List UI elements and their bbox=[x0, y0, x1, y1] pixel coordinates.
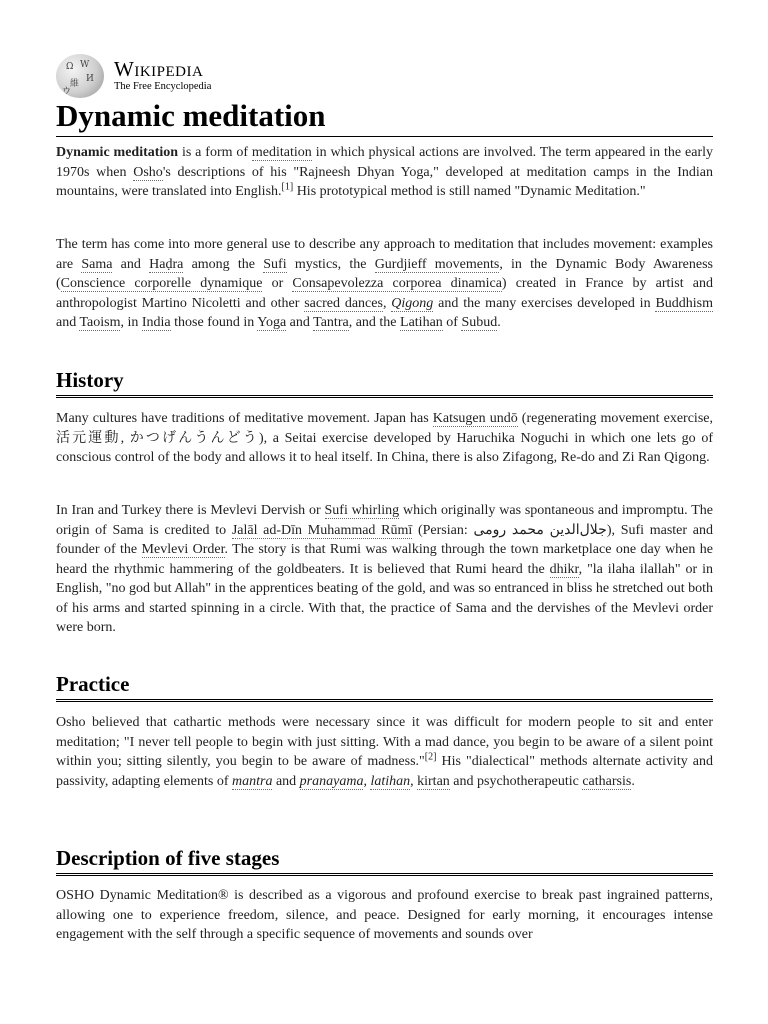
link-gurdjieff-movements[interactable]: Gurdjieff movements bbox=[374, 256, 500, 272]
text-run: ) created in France by artist and anthropologist Martino Nicoletti and other bbox=[56, 276, 713, 311]
text-run: among the bbox=[183, 256, 264, 272]
text-run: , bbox=[410, 773, 418, 789]
link-mevlevi-order[interactable]: Mevlevi Order bbox=[141, 542, 225, 557]
text-run: (Persian: جلال‌الدین محمد رومی), Sufi master and founder of the bbox=[56, 522, 713, 557]
text-run: , in bbox=[120, 315, 142, 330]
history-section bbox=[56, 409, 713, 468]
link-mantra[interactable]: mantra bbox=[232, 773, 273, 789]
text-run: , bbox=[382, 295, 392, 311]
intro-section-2 bbox=[56, 235, 713, 333]
text-run: and bbox=[56, 315, 80, 330]
text-run: which originally was spontaneous and impromptu. The origin of Sama is credited to bbox=[56, 503, 713, 538]
text-run: , bbox=[363, 773, 371, 789]
link-catharsis[interactable]: catharsis bbox=[582, 773, 632, 789]
link-kirtan[interactable]: kirtan bbox=[417, 773, 450, 789]
text-run: Osho believed that cathartic methods were necessary since it was difficult for modern people to sit and enter meditation; "I never tell people to begin with just sitting. With a mad dance, you begin to be aware of a silent point within you; sitting silently, you begin to be aware of madness." bbox=[56, 715, 713, 769]
practice-paragraph-1 bbox=[56, 713, 713, 791]
link-tantra[interactable]: Tantra bbox=[313, 315, 349, 330]
link-hadra[interactable]: Haḍra bbox=[149, 256, 184, 272]
text-run: 's descriptions of his "Rajneesh Dhyan Yoga," developed at meditation camps in the Indian mountains, were translated into English. bbox=[56, 164, 713, 199]
text-run: and bbox=[112, 256, 150, 272]
link-dhikr[interactable]: dhikr bbox=[549, 561, 579, 577]
history-paragraph-2 bbox=[56, 501, 713, 638]
site-wordmark bbox=[114, 59, 211, 93]
site-tagline: The Free Encyclopedia bbox=[114, 81, 212, 93]
link-qigong[interactable]: Qigong bbox=[391, 295, 434, 311]
link-consapevolezza[interactable]: Consapevolezza corporea dinamica bbox=[292, 276, 502, 291]
page-title: Dynamic meditation bbox=[56, 96, 713, 137]
text-run: , "la ilaha ilallah" or in English, "no god but Allah" in the apprentices beating of the gold, and was so entranced in bliss he stretched out both of his arms and started spinning in a circle. With that, the practice of Sama and the dervishes of the Mevlevi order were born. bbox=[56, 561, 713, 635]
link-latihan-2[interactable]: latihan bbox=[370, 773, 411, 789]
link-rumi[interactable]: Jalāl ad-Dīn Muhammad Rūmī bbox=[231, 522, 413, 538]
link-conscience-corporelle[interactable]: Conscience corporelle dynamique bbox=[60, 276, 263, 291]
link-sufi[interactable]: Sufi bbox=[263, 256, 287, 272]
text-run: (regenerating movement exercise, 活元運動, かつげんうんどう), a Seitai exercise developed by Haruchika Noguchi in which one lets go of conscious control of the body and allows it to heal itself. In China, there is also Zifagong, Re-do and Zi Ran Qigong. bbox=[56, 411, 713, 465]
text-run: and psychotherapeutic bbox=[449, 773, 583, 789]
text-run: mystics, the bbox=[286, 256, 375, 272]
text-run: In Iran and Turkey there is Mevlevi Dervish or bbox=[56, 503, 325, 518]
text-run: His "dialectical" methods alternate activity and passivity, adapting elements of bbox=[56, 754, 713, 789]
link-latihan[interactable]: Latihan bbox=[400, 315, 443, 330]
text-run: Many cultures have traditions of meditative movement. Japan has bbox=[56, 411, 433, 426]
link-meditation[interactable]: meditation bbox=[251, 145, 312, 160]
term-bold: Dynamic meditation bbox=[56, 145, 179, 160]
intro-paragraph-2 bbox=[56, 235, 713, 333]
reference-1-link[interactable]: [1] bbox=[281, 181, 294, 193]
link-yoga[interactable]: Yoga bbox=[257, 315, 287, 330]
text-run: The term has come into more general use to describe any approach to meditation that includes movement: examples are bbox=[56, 237, 713, 272]
link-katsugen-undo[interactable]: Katsugen undō bbox=[432, 411, 518, 426]
link-sufi-whirling[interactable]: Sufi whirling bbox=[324, 503, 400, 518]
text-run: and the many exercises developed in bbox=[433, 295, 656, 311]
text-run: is a form of bbox=[178, 145, 252, 160]
text-run: . bbox=[631, 773, 635, 789]
text-run: His prototypical method is still named "Dynamic Meditation." bbox=[293, 184, 646, 199]
history-paragraph-1 bbox=[56, 409, 713, 468]
intro-paragraph-1 bbox=[56, 143, 713, 202]
link-sacred-dances[interactable]: sacred dances bbox=[304, 295, 383, 311]
text-run: or bbox=[262, 276, 293, 291]
link-buddhism[interactable]: Buddhism bbox=[655, 295, 714, 311]
text-run: and bbox=[286, 315, 314, 330]
link-india[interactable]: India bbox=[141, 315, 171, 330]
heading-five-stages: Description of five stages bbox=[56, 844, 713, 876]
history-section-2 bbox=[56, 501, 713, 638]
site-name: Wikipedia bbox=[114, 57, 204, 82]
heading-history: History bbox=[56, 366, 713, 398]
reference-2-link[interactable]: [2] bbox=[424, 751, 437, 763]
link-taoism[interactable]: Taoism bbox=[79, 315, 121, 330]
wikipedia-globe-icon: Ω W И 維 ウ bbox=[56, 54, 104, 98]
heading-practice: Practice bbox=[56, 670, 713, 702]
text-run: , in the Dynamic Body Awareness ( bbox=[56, 256, 713, 291]
site-logo[interactable] bbox=[56, 53, 211, 99]
intro-section bbox=[56, 143, 713, 202]
practice-section bbox=[56, 713, 713, 791]
link-subud[interactable]: Subud bbox=[461, 315, 498, 330]
link-pranayama[interactable]: pranayama bbox=[299, 773, 364, 789]
link-osho[interactable]: Osho bbox=[133, 164, 163, 180]
text-run: those found in bbox=[170, 315, 258, 330]
text-run: of bbox=[442, 315, 462, 330]
text-run: in which physical actions are involved. The term appeared in the early 1970s when bbox=[56, 145, 713, 180]
text-run: . The story is that Rumi was walking through the town marketplace one day when he heard the rhythmic hammering of the goldbeaters. It is believed that Rumi heard the bbox=[56, 542, 714, 577]
text-run: and bbox=[272, 773, 300, 789]
text-run: , and the bbox=[348, 315, 401, 330]
five-stages-paragraph-1: OSHO Dynamic Meditation® is described as a vigorous and profound exercise to break past ingrained patterns, allowing one to experience freedom, silence, and peace. Designed for early morning, it encourages intense engagement with the self through a specific sequence of movements and sounds over bbox=[56, 888, 713, 942]
link-sama[interactable]: Sama bbox=[81, 256, 113, 272]
text-run: . bbox=[497, 315, 501, 330]
five-stages-section bbox=[56, 886, 713, 945]
